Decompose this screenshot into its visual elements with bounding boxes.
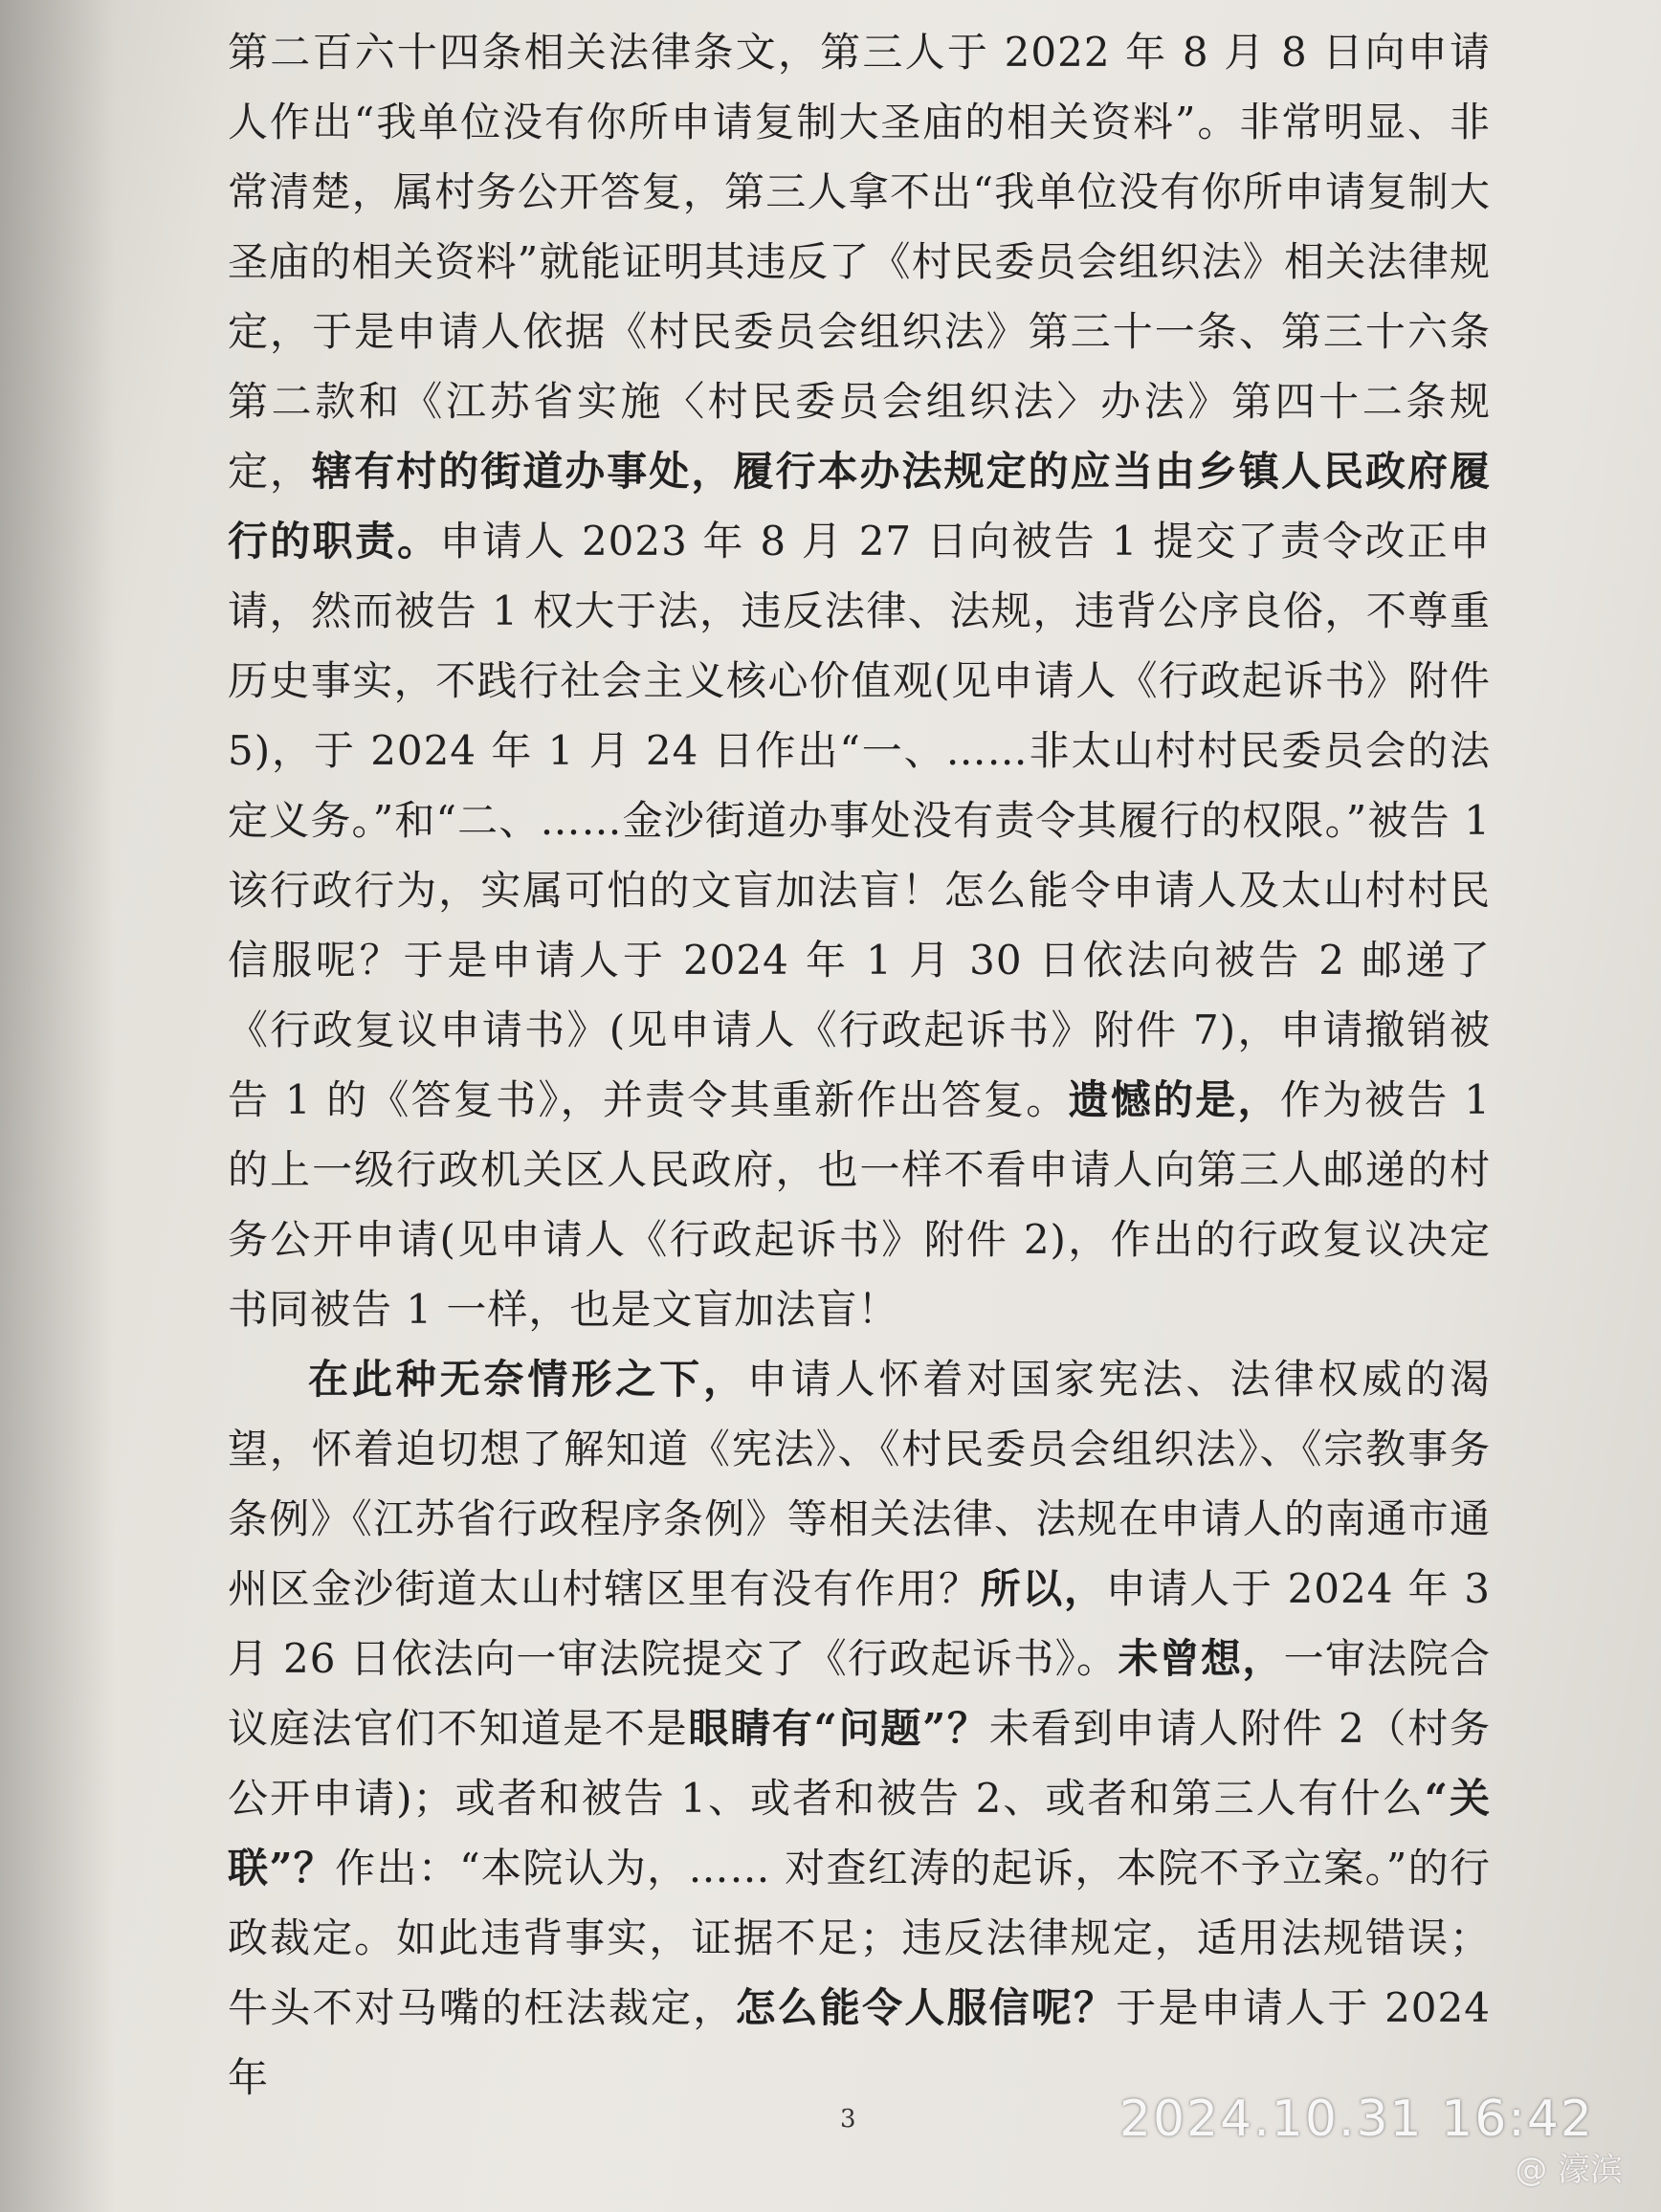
document-body <box>228 17 1491 2112</box>
text-run: 申请人于 2024 年 3 月 26 日依法向一审法院提交了《行政起诉书》。 <box>228 1565 1491 1682</box>
bold-run: 怎么能令人服信呢？ <box>735 1984 1117 2031</box>
bold-run: 遗憾的是， <box>1068 1076 1280 1123</box>
text-run: 作出：“本院认为，…… 对查红涛的起诉，本院不予立案。”的行政裁定。如此违背事实，证据不足；违反法律规定，适用法规错误；牛头不对马嘴的枉法裁定， <box>228 1845 1491 2031</box>
text-run: 未看到申请人附件 2（村务公开申请)；或者和被告 1、或者和被告 2、或者和第三人有什么 <box>228 1705 1491 1822</box>
bold-run: “关联”？ <box>228 1775 1491 1891</box>
text-run: 于是申请人于 2024 年 <box>228 1984 1491 2101</box>
text-run: 申请人怀着对国家宪法、法律权威的渴望，怀着迫切想了解知道《宪法》、《村民委员会组织法》、《宗教事务条例》《江苏省行政程序条例》等相关法律、法规在申请人的南通市通州区金沙街道太山村辖区里有没有作用？ <box>228 1356 1491 1612</box>
bold-run: 眼睛有“问题”？ <box>688 1705 989 1752</box>
page-shadow <box>0 0 115 2212</box>
text-run: 第二百六十四条相关法律条文，第三人于 2022 年 8 月 8 日向申请人作出“我单位没有你所申请复制大圣庙的相关资料”。非常明显、非常清楚，属村务公开答复，第三人拿不出“我单位没有你所申请复制大圣庙的相关资料”就能证明其违反了《村民委员会组织法》相关法律规定，于是申请人依据《村民委员会组织法》第三十一条、第三十六条第二款和《江苏省实施〈村民委员会组织法〉办法》第四十二条规定， <box>228 29 1491 495</box>
paragraph-2 <box>228 1344 1491 2112</box>
bold-run: 所以， <box>980 1565 1106 1612</box>
text-run: 一审法院合议庭法官们不知道是不是 <box>228 1635 1491 1752</box>
bold-run: 在此种无奈情形之下， <box>308 1356 747 1403</box>
text-run: 申请人 2023 年 8 月 27 日向被告 1 提交了责令改正申请，然而被告 1 权大于法，违反法律、法规，违背公序良俗，不尊重历史事实，不践行社会主义核心价值观(见申请人《行政起诉书》附件 5)，于 2024 年 1 月 24 日作出“一、……非太山村村民委员会的法定义务。”和“二、……金沙街道办事处没有责令其履行的权限。”被告 1 该行政行为，实属可怕的文盲加法盲！怎么能令申请人及太山村村民信服呢？于是申请人于 2024 年 1 月 30 日依法向被告 2 邮递了《行政复议申请书》(见申请人《行政起诉书》附件 7)，申请撤销被告 1 的《答复书》，并责令其重新作出答复。 <box>228 518 1491 1123</box>
photo-timestamp: 2024.10.31 16:42 <box>1118 2090 1594 2148</box>
bold-run: 未曾想， <box>1118 1635 1284 1682</box>
text-run: 作为被告 1 的上一级行政机关区人民政府，也一样不看申请人向第三人邮递的村务公开申请(见申请人《行政起诉书》附件 2)，作出的行政复议决定书同被告 1 一样，也是文盲加法盲！ <box>228 1076 1491 1333</box>
watermark: @ 濠滨 <box>1515 2151 1623 2189</box>
paragraph-1 <box>228 17 1491 1344</box>
bold-run: 辖有村的街道办事处，履行本办法规定的应当由乡镇人民政府履行的职责。 <box>228 448 1491 564</box>
page-number: 3 <box>840 2105 856 2134</box>
